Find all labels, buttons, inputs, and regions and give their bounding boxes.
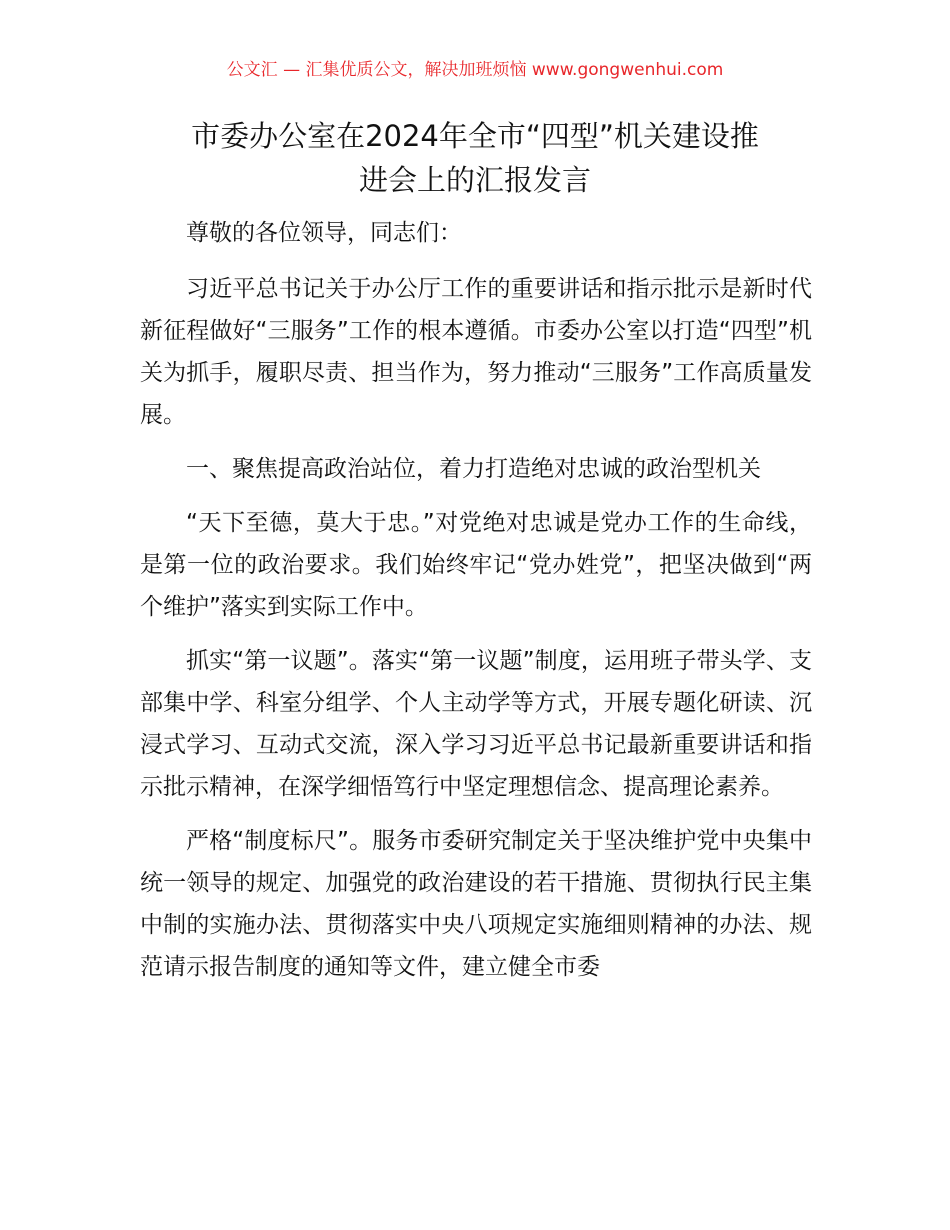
document-title: [100, 114, 850, 202]
watermark-banner: [0, 58, 950, 82]
title-line-2: 进会上的汇报发言: [358, 163, 591, 197]
paragraph: “天下至德，莫大于忠。”对党绝对忠诚是党办工作的生命线，是第一位的政治要求。我们始终牢记“党办姓党”，把坚决做到“两个维护”落实到实际工作中。: [140, 510, 812, 620]
paragraph: 严格“制度标尺”。服务市委研究制定关于坚决维护党中央集中统一领导的规定、加强党的政治建设的若干措施、贯彻执行民主集中制的实施办法、贯彻落实中央八项规定实施细则精神的办法、规范请示报告制度的通知等文件，建立健全市委: [140, 828, 812, 980]
document-body: [140, 212, 812, 1000]
watermark-link[interactable]: www.gongwenhui.com: [531, 60, 724, 80]
section-heading-1: 一、聚焦提高政治站位，着力打造绝对忠诚的政治型机关: [186, 456, 761, 482]
paragraph-intro: 习近平总书记关于办公厅工作的重要讲话和指示批示是新时代新征程做好“三服务”工作的根本遵循。市委办公室以打造“四型”机关为抓手，履职尽责、担当作为，努力推动“三服务”工作高质量发展。: [140, 276, 812, 428]
paragraph: 抓实“第一议题”。落实“第一议题”制度，运用班子带头学、支部集中学、科室分组学、个人主动学等方式，开展专题化研读、沉浸式学习、互动式交流，深入学习习近平总书记最新重要讲话和指示批示精神，在深学细悟笃行中坚定理想信念、提高理论素养。: [140, 648, 812, 800]
watermark-text: 公文汇 — 汇集优质公文，解决加班烦恼: [226, 60, 532, 80]
title-line-1: 市委办公室在2024年全市“四型”机关建设推: [191, 119, 759, 153]
salutation: 尊敬的各位领导，同志们：: [186, 220, 462, 246]
